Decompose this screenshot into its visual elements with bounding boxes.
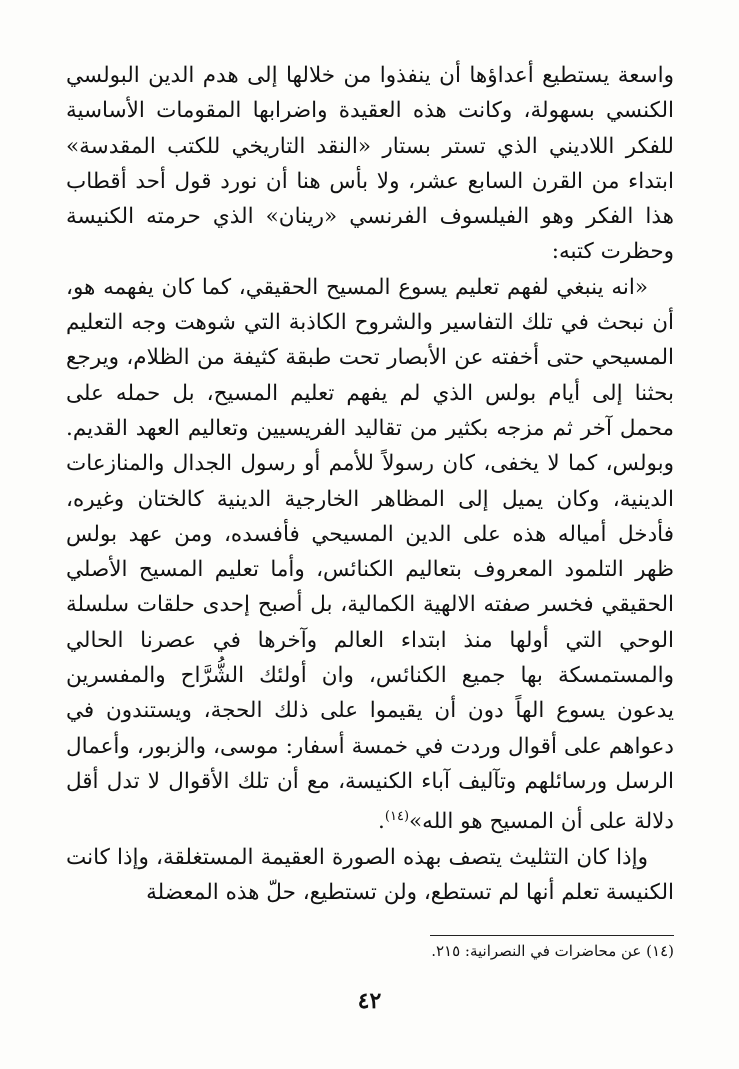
- paragraph-quote: [66, 270, 674, 840]
- footnote-number: (١٤): [646, 942, 674, 960]
- quote-text: «انه ينبغي لفهم تعليم يسوع المسيح الحقيقي، كما كان يفهمه هو، أن نبحث في تلك التفاسير والشروح الكاذبة التي شوهت وجه التعليم المسيحي حتى أخفته عن الأبصار تحت طبقة كثيفة من الظلام، ويرجع بحثنا إلى أيام بولس الذي لم يفهم تعليم المسيح، بل حمله على محمل آخر ثم مزجه بكثير من تقاليد الفريسيين وتعاليم العهد القديم. وبولس، كما لا يخفى، كان رسولاً للأمم أو رسول الجدال والمنازعات الدينية، وكان يميل إلى المظاهر الخارجية الدينية كالختان وغيره، فأدخل أمياله هذه على الدين المسيحي فأفسده، ومن عهد بولس ظهر التلمود المعروف بتعاليم الكنائس، وأما تعليم المسيح الأصلي الحقيقي فخسر صفته الالهية الكمالية، بل أصبح إحدى حلقات سلسلة الوحي التي أولها منذ ابتداء العالم وآخرها في عصرنا الحالي والمستمسكة بها جميع الكنائس، وان أولئك الشُّرَّاح والمفسرين يدعون يسوع الهاً دون أن يقيموا على ذلك الحجة، ويستندون في دعواهم على أقوال وردت في خمسة أسفار: موسى، والزبور، وأعمال الرسل ورسائلهم وتآليف آباء الكنيسة، مع أن تلك الأقوال لا تدل أقل دلالة على أن المسيح هو الله»: [66, 274, 674, 835]
- page-number: ٤٢: [357, 988, 382, 1014]
- footnote-divider: [430, 935, 674, 936]
- main-text: [66, 58, 674, 910]
- quote-period: .: [378, 809, 385, 835]
- footnote-reference: (١٤): [384, 809, 410, 825]
- footnote: [66, 941, 674, 961]
- paragraph-intro: واسعة يستطيع أعداؤها أن ينفذوا من خلالها إلى هدم الدين البولسي الكنسي بسهولة، وكانت هذه العقيدة واضرابها المقومات الأساسية للفكر اللاديني الذي تستر بستار «النقد التاريخي للكتب المقدسة» ابتداء من القرن السابع عشر، ولا بأس هنا أن نورد قول أحد أقطاب هذا الفكر وهو الفيلسوف الفرنسي «رينان» الذي حرمته الكنيسة وحظرت كتبه:: [66, 63, 674, 265]
- footnote-text: عن محاضرات في النصرانية: ٢١٥.: [431, 942, 642, 960]
- paragraph-trinity: وإذا كان التثليث يتصف بهذه الصورة العقيمة المستغلقة، وإذا كانت الكنيسة تعلم أنها لم تستطع، ولن تستطيع، حلّ هذه المعضلة: [66, 844, 674, 905]
